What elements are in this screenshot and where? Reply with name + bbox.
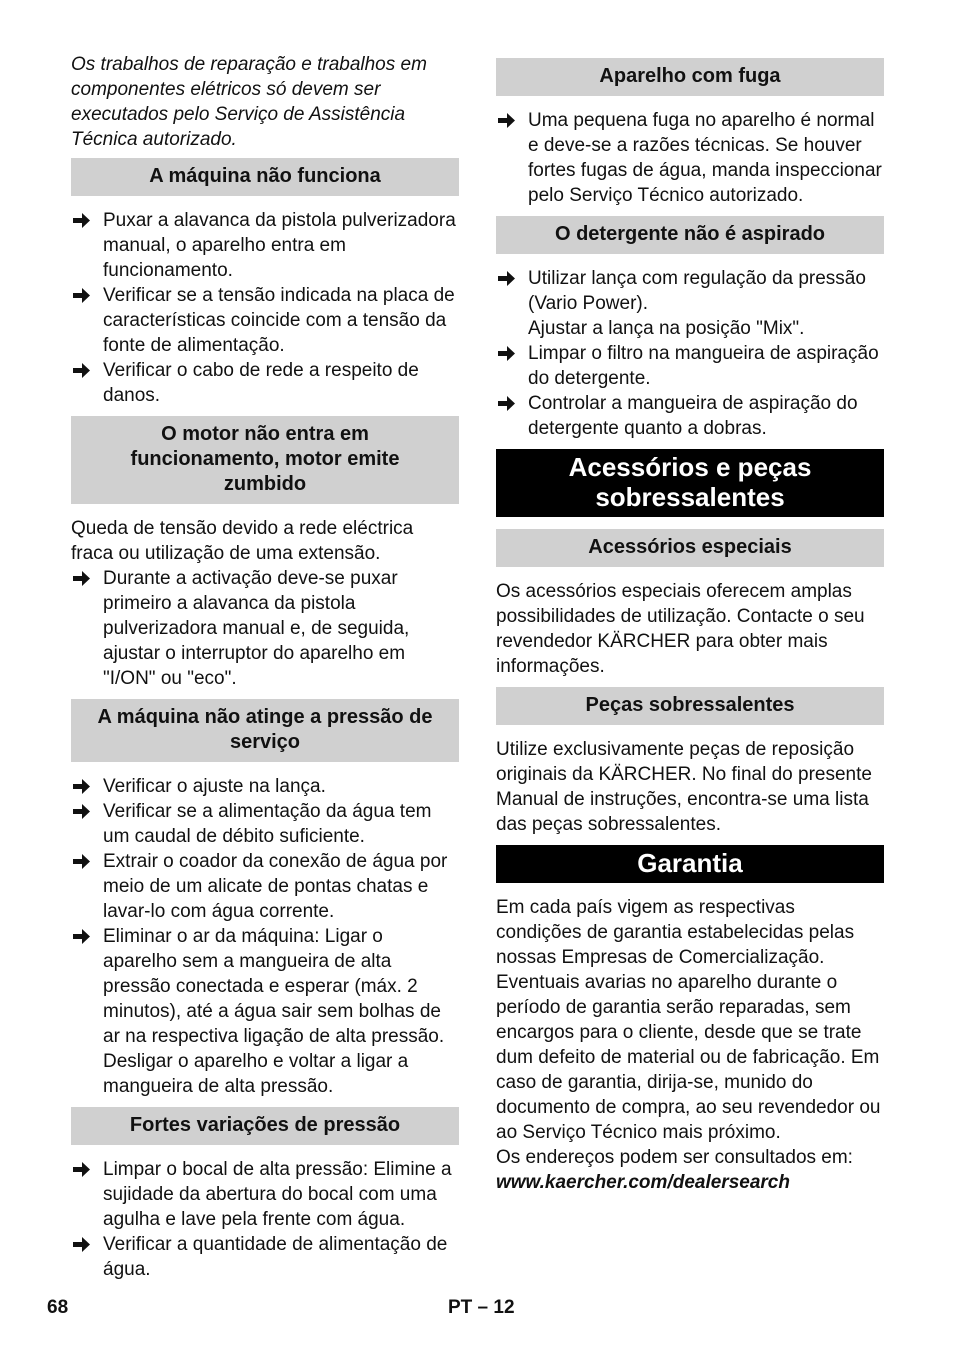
list-item: Eliminar o ar da máquina: Ligar o aparelho sem a mangueira de alta pressão conectada e esperar (máx. 2 minutos), até a água sair sem bolhas de ar na respectiva ligação de alta pressão. Desligar o aparelho e voltar a ligar a mangueira de alta pressão. xyxy=(71,924,459,1099)
heading-no-working-pressure: A máquina não atinge a pressão de serviço xyxy=(71,699,459,762)
heading-pressure-variations: Fortes variações de pressão xyxy=(71,1107,459,1145)
list-item: Verificar o cabo de rede a respeito de danos. xyxy=(71,358,459,408)
list-item: Durante a activação deve-se puxar primeiro a alavanca da pistola pulverizadora manual e, de seguida, ajustar o interruptor do aparelho em "I/ON" ou "eco". xyxy=(71,566,459,691)
paragraph-special-accessories: Os acessórios especiais oferecem amplas possibilidades de utilização. Contacte o seu revendedor KÄRCHER para obter mais informações. xyxy=(496,581,865,677)
language-section-label: PT – 12 xyxy=(448,1297,515,1318)
chapter-accessories-spare-parts: Acessórios e peças sobressalentes xyxy=(496,449,884,517)
right-column xyxy=(496,58,884,1195)
list-item: Verificar se a tensão indicada na placa de características coincide com a tensão da fonte de alimentação. xyxy=(71,283,459,358)
arrow-right-icon xyxy=(73,570,91,587)
arrow-right-icon xyxy=(73,212,91,229)
list-item: Controlar a mangueira de aspiração do detergente quanto a dobras. xyxy=(496,391,884,441)
arrow-right-icon xyxy=(73,1236,91,1253)
list-item: Verificar a quantidade de alimentação de água. xyxy=(71,1232,459,1282)
arrow-right-icon xyxy=(73,778,91,795)
paragraph-voltage-drop: Queda de tensão devido a rede eléctrica fraca ou utilização de uma extensão. xyxy=(71,518,414,564)
heading-device-leaking: Aparelho com fuga xyxy=(496,58,884,96)
heading-special-accessories: Acessórios especiais xyxy=(496,529,884,567)
intro-note: Os trabalhos de reparação e trabalhos em componentes elétricos só devem ser executados pelo Serviço de Assistência Técnica autorizado. xyxy=(71,54,427,150)
dealer-search-link[interactable]: www.kaercher.com/dealersearch xyxy=(496,1172,790,1193)
list-item: Verificar o ajuste na lança. xyxy=(71,774,459,799)
arrow-right-icon xyxy=(73,287,91,304)
list-item: Limpar o bocal de alta pressão: Elimine a sujidade da abertura do bocal com uma agulha e lave pela frente com água. xyxy=(71,1157,459,1232)
list-item: Uma pequena fuga no aparelho é normal e deve-se a razões técnicas. Se houver fortes fugas de água, manda inspeccionar pelo Serviço Técnico autorizado. xyxy=(496,108,884,208)
heading-machine-not-working: A máquina não funciona xyxy=(71,158,459,196)
arrow-right-icon xyxy=(498,112,516,129)
heading-spare-parts: Peças sobressalentes xyxy=(496,687,884,725)
heading-motor-humming: O motor não entra em funcionamento, motor emite zumbido xyxy=(71,416,459,504)
left-column xyxy=(71,52,459,1282)
list-item: Utilizar lança com regulação da pressão (Vario Power). Ajustar a lança na posição "Mix". xyxy=(496,266,884,341)
list-item: Extrair o coador da conexão de água por meio de um alicate de pontas chatas e lavar-lo com água corrente. xyxy=(71,849,459,924)
arrow-right-icon xyxy=(73,853,91,870)
arrow-right-icon xyxy=(498,395,516,412)
arrow-right-icon xyxy=(73,928,91,945)
item-extra-line: Ajustar a lança na posição "Mix". xyxy=(528,318,805,339)
arrow-right-icon xyxy=(498,270,516,287)
chapter-warranty: Garantia xyxy=(496,845,884,883)
paragraph-warranty: Em cada país vigem as respectivas condições de garantia estabelecidas pelas nossas Empresas de Comercialização. Eventuais avarias no aparelho durante o período de garantia serão reparadas, sem encargos para o cliente, desde que se trate dum defeito de material ou de fabricação. Em caso de garantia, dirija-se, munido do documento de compra, ao seu revendedor ou ao Serviço Técnico mais próximo. xyxy=(496,897,881,1143)
paragraph-spare-parts: Utilize exclusivamente peças de reposição originais da KÄRCHER. No final do presente Manual de instruções, encontra-se uma lista das peças sobressalentes. xyxy=(496,739,872,835)
paragraph-addresses: Os endereços podem ser consultados em: xyxy=(496,1147,853,1168)
arrow-right-icon xyxy=(73,362,91,379)
heading-detergent-not-drawn: O detergente não é aspirado xyxy=(496,216,884,254)
list-item: Limpar o filtro na mangueira de aspiração do detergente. xyxy=(496,341,884,391)
arrow-right-icon xyxy=(73,1161,91,1178)
arrow-right-icon xyxy=(73,803,91,820)
list-item: Puxar a alavanca da pistola pulverizadora manual, o aparelho entra em funcionamento. xyxy=(71,208,459,283)
page-number: 68 xyxy=(47,1297,69,1318)
arrow-right-icon xyxy=(498,345,516,362)
list-item: Verificar se a alimentação da água tem um caudal de débito suficiente. xyxy=(71,799,459,849)
